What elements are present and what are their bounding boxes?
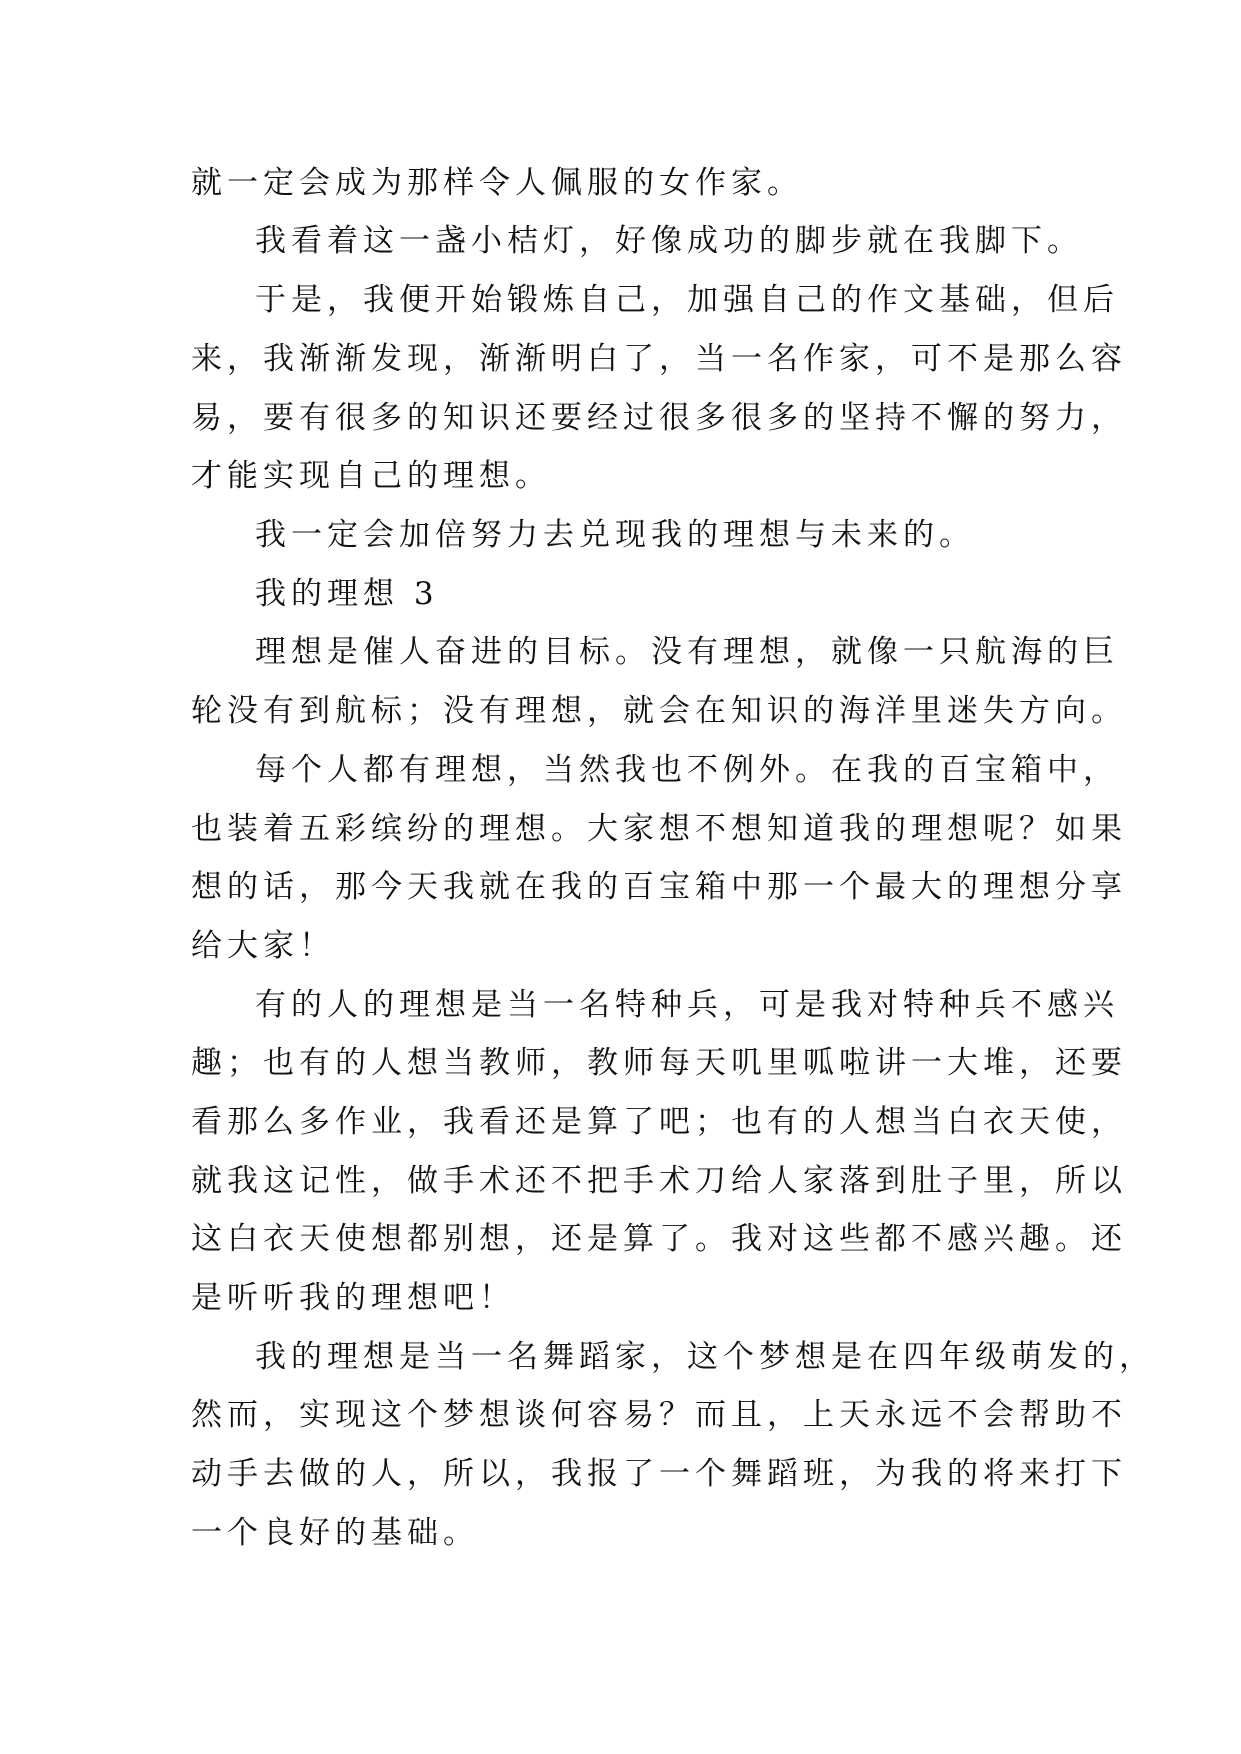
text-line: 理想是催人奋进的目标。没有理想，就像一只航海的巨 [255,634,1119,670]
text-line: 就我这记性，做手术还不把手术刀给人家落到肚子里，所以 [191,1163,1127,1199]
text-line: 我看着这一盏小桔灯，好像成功的脚步就在我脚下。 [255,223,1083,259]
text-line: 想的话，那今天我就在我的百宝箱中那一个最大的理想分享 [191,869,1127,905]
text-line: 就一定会成为那样令人佩服的女作家。 [191,165,803,201]
text-line: 我一定会加倍努力去兑现我的理想与未来的。 [255,517,975,553]
text-line: 趣；也有的人想当教师，教师每天叽里呱啦讲一大堆，还要 [191,1045,1127,1081]
text-line: 看那么多作业，我看还是算了吧；也有的人想当白衣天使， [191,1104,1127,1140]
text-line: 易，要有很多的知识还要经过很多很多的坚持不懈的努力， [191,400,1127,436]
text-line: 给大家！ [191,928,335,964]
text-line: 我的理想是当一名舞蹈家，这个梦想是在四年级萌发的， [255,1339,1155,1375]
text-line: 每个人都有理想，当然我也不例外。在我的百宝箱中， [255,752,1119,788]
text-line: 是听听我的理想吧！ [191,1280,515,1316]
text-line: 于是，我便开始锻炼自己，加强自己的作文基础，但后 [255,282,1119,318]
text-line: 轮没有到航标；没有理想，就会在知识的海洋里迷失方向。 [191,693,1127,729]
text-line: 动手去做的人，所以，我报了一个舞蹈班，为我的将来打下 [191,1456,1127,1492]
text-line: 有的人的理想是当一名特种兵，可是我对特种兵不感兴 [255,987,1119,1023]
text-line: 一个良好的基础。 [191,1515,479,1551]
section-heading: 我的理想 3 [255,576,439,612]
text-line: 才能实现自己的理想。 [191,458,551,494]
text-line: 也装着五彩缤纷的理想。大家想不想知道我的理想呢？如果 [191,811,1127,847]
text-line: 然而，实现这个梦想谈何容易？而且，上天永远不会帮助不 [191,1397,1127,1433]
text-line: 来，我渐渐发现，渐渐明白了，当一名作家，可不是那么容 [191,341,1127,377]
text-line: 这白衣天使想都别想，还是算了。我对这些都不感兴趣。还 [191,1221,1127,1257]
